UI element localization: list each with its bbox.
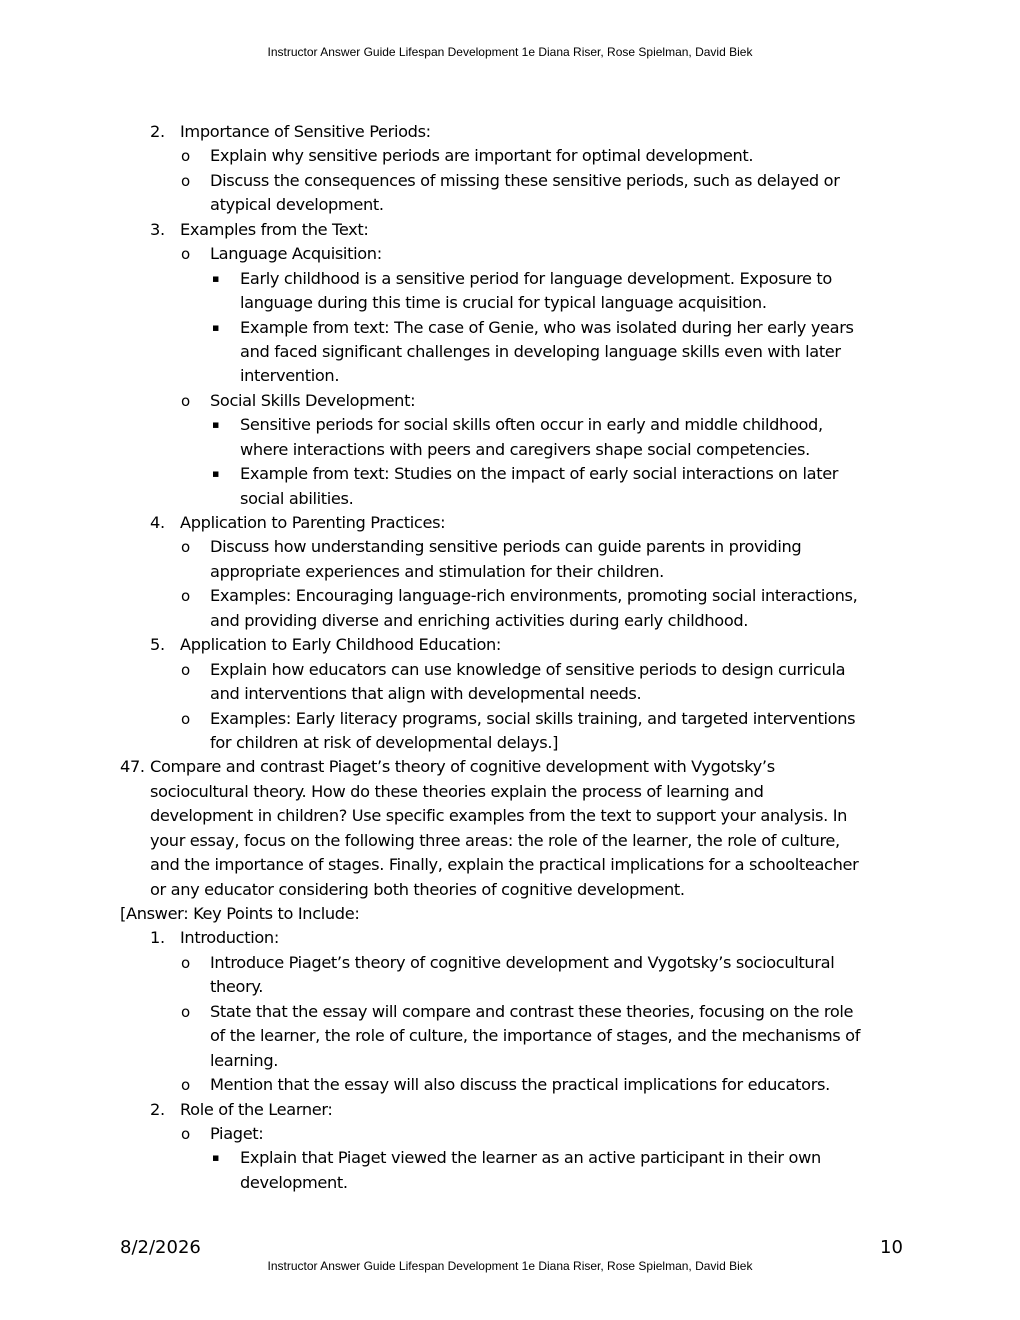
list-number: 4.: [150, 513, 165, 532]
square-bullet-icon: ▪: [212, 467, 220, 481]
list-item-text: Example from text: The case of Genie, who was isolated during her early years: [240, 317, 854, 337]
text-continuation: [0, 1049, 1020, 1073]
text-continuation: [0, 1024, 1020, 1048]
page-header: Instructor Answer Guide Lifespan Development 1e Diana Riser, Rose Spielman, David Biek: [267, 45, 753, 59]
circle-bullet-icon: o: [181, 147, 190, 166]
list-item: [0, 926, 1020, 950]
document-body: [0, 120, 1020, 1195]
text-continuation: [0, 731, 1020, 755]
circle-bullet-icon: o: [181, 538, 190, 557]
sub-list-item: [0, 1000, 1020, 1024]
sub-list-item: [0, 535, 1020, 559]
text-continuation: [0, 609, 1020, 633]
question-text: or any educator considering both theories of cognitive development.: [150, 879, 685, 899]
list-number: 3.: [150, 219, 165, 239]
sub-list-item: [0, 169, 1020, 193]
list-item-text: for children at risk of developmental delays.]: [210, 732, 559, 752]
list-item-text: Introduce Piaget’s theory of cognitive development and Vygotsky’s sociocultural: [210, 952, 835, 972]
list-number: 1.: [150, 928, 165, 948]
list-item-text: atypical development.: [210, 195, 384, 215]
list-item-text: Social Skills Development:: [210, 390, 416, 410]
list-item-text: development.: [240, 1172, 348, 1192]
list-item-text: language during this time is crucial for typical language acquisition.: [240, 293, 767, 313]
list-item-text: Explain that Piaget viewed the learner as an active participant in their own: [240, 1148, 821, 1168]
list-item-text: Piaget:: [210, 1123, 264, 1143]
text-continuation: [0, 804, 1020, 828]
text-continuation: [0, 364, 1020, 388]
list-item-text: where interactions with peers and caregivers shape social competencies.: [240, 439, 810, 459]
square-bullet-icon: ▪: [212, 418, 220, 432]
text-continuation: [0, 340, 1020, 364]
sub-list-item: [0, 951, 1020, 975]
list-item: [0, 633, 1020, 657]
list-number: 2.: [150, 1099, 165, 1119]
page-footer: Instructor Answer Guide Lifespan Development 1e Diana Riser, Rose Spielman, David Biek: [267, 1259, 753, 1273]
list-item-text: Example from text: Studies on the impact of early social interactions on later: [240, 464, 839, 484]
text-continuation: [0, 780, 1020, 804]
question-number: 47.: [120, 757, 145, 777]
text-continuation: [0, 193, 1020, 217]
text-continuation: [0, 438, 1020, 462]
list-item-text: State that the essay will compare and contrast these theories, focusing on the role: [210, 1001, 854, 1021]
question-text: Compare and contrast Piaget’s theory of cognitive development with Vygotsky’s: [150, 757, 775, 777]
list-item-text: Mention that the essay will also discuss the practical implications for educators.: [210, 1075, 830, 1095]
text-continuation: [0, 853, 1020, 877]
question-text: and the importance of stages. Finally, explain the practical implications for a schoolteacher: [150, 855, 859, 875]
circle-bullet-icon: o: [181, 660, 190, 679]
list-item-text: intervention.: [240, 366, 340, 386]
list-item: [0, 1098, 1020, 1122]
list-item-text: Examples: Encouraging language-rich environments, promoting social interactions,: [210, 586, 858, 606]
circle-bullet-icon: o: [181, 171, 190, 190]
list-item-text: Sensitive periods for social skills often occur in early and middle childhood,: [240, 415, 823, 435]
list-item-text: Early childhood is a sensitive period for language development. Exposure to: [240, 268, 832, 288]
list-item-text: Discuss the consequences of missing these sensitive periods, such as delayed or: [210, 170, 840, 190]
list-item-text: Application to Parenting Practices:: [180, 513, 446, 532]
sub-sub-list-item: [0, 413, 1020, 437]
question-item: [0, 755, 1020, 779]
circle-bullet-icon: o: [181, 587, 190, 606]
list-item-text: theory.: [210, 977, 264, 997]
sub-list-item: [0, 707, 1020, 731]
list-item-text: Introduction:: [180, 928, 279, 948]
text-continuation: [0, 487, 1020, 511]
list-item-text: Role of the Learner:: [180, 1099, 333, 1119]
sub-list-item: [0, 389, 1020, 413]
sub-list-item: [0, 1073, 1020, 1097]
circle-bullet-icon: o: [181, 391, 190, 410]
circle-bullet-icon: o: [181, 245, 190, 264]
list-item-text: of the learner, the role of culture, the importance of stages, and the mechanisms of: [210, 1026, 861, 1046]
list-item-text: Language Acquisition:: [210, 244, 382, 264]
circle-bullet-icon: o: [181, 1076, 190, 1095]
list-number: 5.: [150, 635, 165, 655]
circle-bullet-icon: o: [181, 1002, 190, 1021]
list-item-text: and faced significant challenges in developing language skills even with later: [240, 341, 841, 361]
circle-bullet-icon: o: [181, 1124, 190, 1143]
list-item-text: and interventions that align with developmental needs.: [210, 684, 642, 704]
sub-sub-list-item: [0, 316, 1020, 340]
square-bullet-icon: ▪: [212, 320, 220, 334]
question-text: your essay, focus on the following three areas: the role of the learner, the role of culture,: [150, 830, 840, 850]
list-item: [0, 120, 1020, 144]
square-bullet-icon: ▪: [212, 1151, 220, 1165]
text-continuation: [0, 878, 1020, 902]
list-item-text: Examples: Early literacy programs, social skills training, and targeted interventions: [210, 708, 856, 728]
list-item-text: and providing diverse and enriching activities during early childhood.: [210, 610, 749, 630]
question-text: sociocultural theory. How do these theories explain the process of learning and: [150, 781, 764, 801]
text-continuation: [0, 291, 1020, 315]
page-number: 10: [880, 1237, 903, 1258]
circle-bullet-icon: o: [181, 709, 190, 728]
sub-sub-list-item: [0, 462, 1020, 486]
sub-list-item: [0, 584, 1020, 608]
list-item: [0, 511, 1020, 535]
list-number: 2.: [150, 122, 165, 141]
sub-sub-list-item: [0, 267, 1020, 291]
question-text: development in children? Use specific examples from the text to support your analysis. In: [150, 806, 848, 826]
list-item-text: social abilities.: [240, 488, 354, 508]
list-item: [0, 218, 1020, 242]
text-continuation: [0, 829, 1020, 853]
list-item-text: Examples from the Text:: [180, 219, 369, 239]
list-item-text: appropriate experiences and stimulation for their children.: [210, 561, 664, 581]
answer-heading: [0, 902, 1020, 926]
text-continuation: [0, 1171, 1020, 1195]
list-item-text: Explain how educators can use knowledge of sensitive periods to design curricula: [210, 659, 846, 679]
list-item-text: Importance of Sensitive Periods:: [180, 122, 431, 141]
sub-list-item: [0, 1122, 1020, 1146]
sub-sub-list-item: [0, 1146, 1020, 1170]
sub-list-item: [0, 144, 1020, 168]
footer-date: 8/2/2026: [120, 1237, 201, 1258]
text-continuation: [0, 682, 1020, 706]
sub-list-item: [0, 658, 1020, 682]
square-bullet-icon: ▪: [212, 271, 220, 285]
list-item-text: Explain why sensitive periods are important for optimal development.: [210, 146, 754, 166]
list-item-text: Application to Early Childhood Education:: [180, 635, 502, 655]
text-continuation: [0, 560, 1020, 584]
list-item-text: Discuss how understanding sensitive periods can guide parents in providing: [210, 537, 802, 557]
text-continuation: [0, 975, 1020, 999]
circle-bullet-icon: o: [181, 953, 190, 972]
answer-heading-text: [Answer: Key Points to Include:: [120, 904, 360, 923]
list-item-text: learning.: [210, 1050, 279, 1070]
sub-list-item: [0, 242, 1020, 266]
